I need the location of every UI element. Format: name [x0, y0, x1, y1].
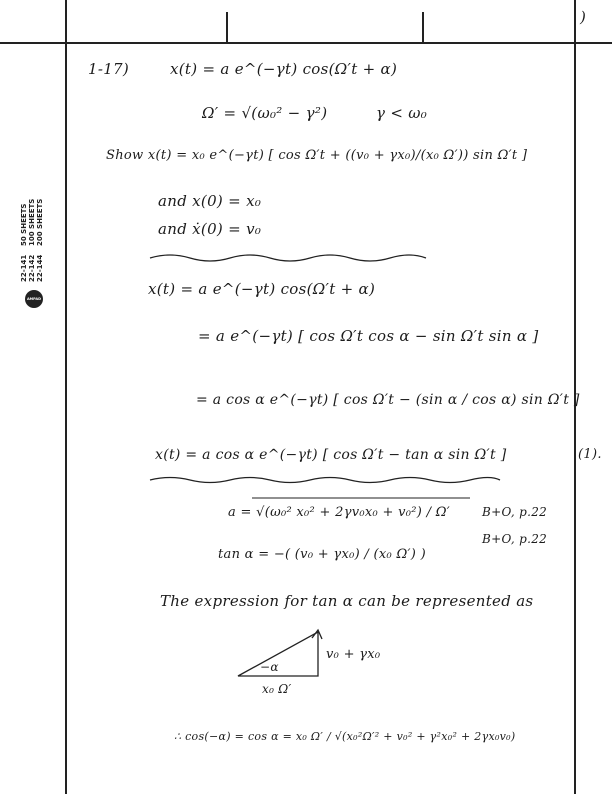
catalog-number: 22-144 — [36, 254, 44, 282]
sheet-count: 100 SHEETS — [28, 198, 36, 246]
initial-condition: and x(0) = x₀ — [158, 192, 262, 210]
equation-line: ∴ cos(−α) = cos α = x₀ Ω′ / √(x₀²Ω′² + v₀² + γ²x₀² + 2γx₀v₀) — [174, 730, 516, 743]
text-line: The expression for tan α can be represented as — [160, 592, 534, 610]
triangle-label-base: x₀ Ω′ — [262, 682, 292, 696]
triangle-label-vertical: v₀ + γx₀ — [326, 647, 381, 662]
equation-line: = a cos α e^(−γt) [ cos Ω′t − (sin α / cos α) sin Ω′t ] — [196, 392, 580, 408]
equation-line: x(t) = a e^(−γt) cos(Ω′t + α) — [170, 60, 398, 78]
catalog-number: 22-142 — [28, 254, 36, 282]
sheet-count: 50 SHEETS — [20, 203, 28, 246]
reference: B+O, p.22 — [482, 505, 548, 519]
equation-tag: (1). — [578, 447, 602, 462]
equation-line: x(t) = a e^(−γt) cos(Ω′t + α) — [148, 280, 376, 298]
reference: B+O, p.22 — [482, 532, 548, 546]
condition: γ < ω₀ — [376, 104, 428, 122]
triangle — [238, 632, 318, 676]
equation-line: Show x(t) = x₀ e^(−γt) [ cos Ω′t + ((v₀ + γx₀)/(x₀ Ω′)) sin Ω′t ] — [106, 148, 528, 163]
wavy-separator — [150, 478, 500, 483]
equation-line: Ω′ = √(ω₀² − γ²) — [202, 104, 328, 122]
equation-line: = a e^(−γt) [ cos Ω′t cos α − sin Ω′t sin α ] — [198, 327, 539, 345]
ampad-logo-text: AMPAD — [26, 297, 42, 301]
equation-line: a = √(ω₀² x₀² + 2γv₀x₀ + v₀²) / Ω′ — [228, 505, 451, 520]
triangle-label-angle: −α — [260, 660, 279, 674]
sheet-count: 200 SHEETS — [36, 198, 44, 246]
initial-condition: and ẋ(0) = v₀ — [158, 220, 262, 238]
wavy-separator — [150, 255, 426, 261]
corner-mark: ) — [580, 8, 587, 26]
problem-number: 1-17) — [88, 60, 130, 78]
equation-line: tan α = −( (v₀ + γx₀) / (x₀ Ω′) ) — [218, 547, 426, 562]
catalog-number: 22-141 — [20, 254, 28, 282]
equation-line: x(t) = a cos α e^(−γt) [ cos Ω′t − tan α sin Ω′t ] — [155, 447, 507, 463]
